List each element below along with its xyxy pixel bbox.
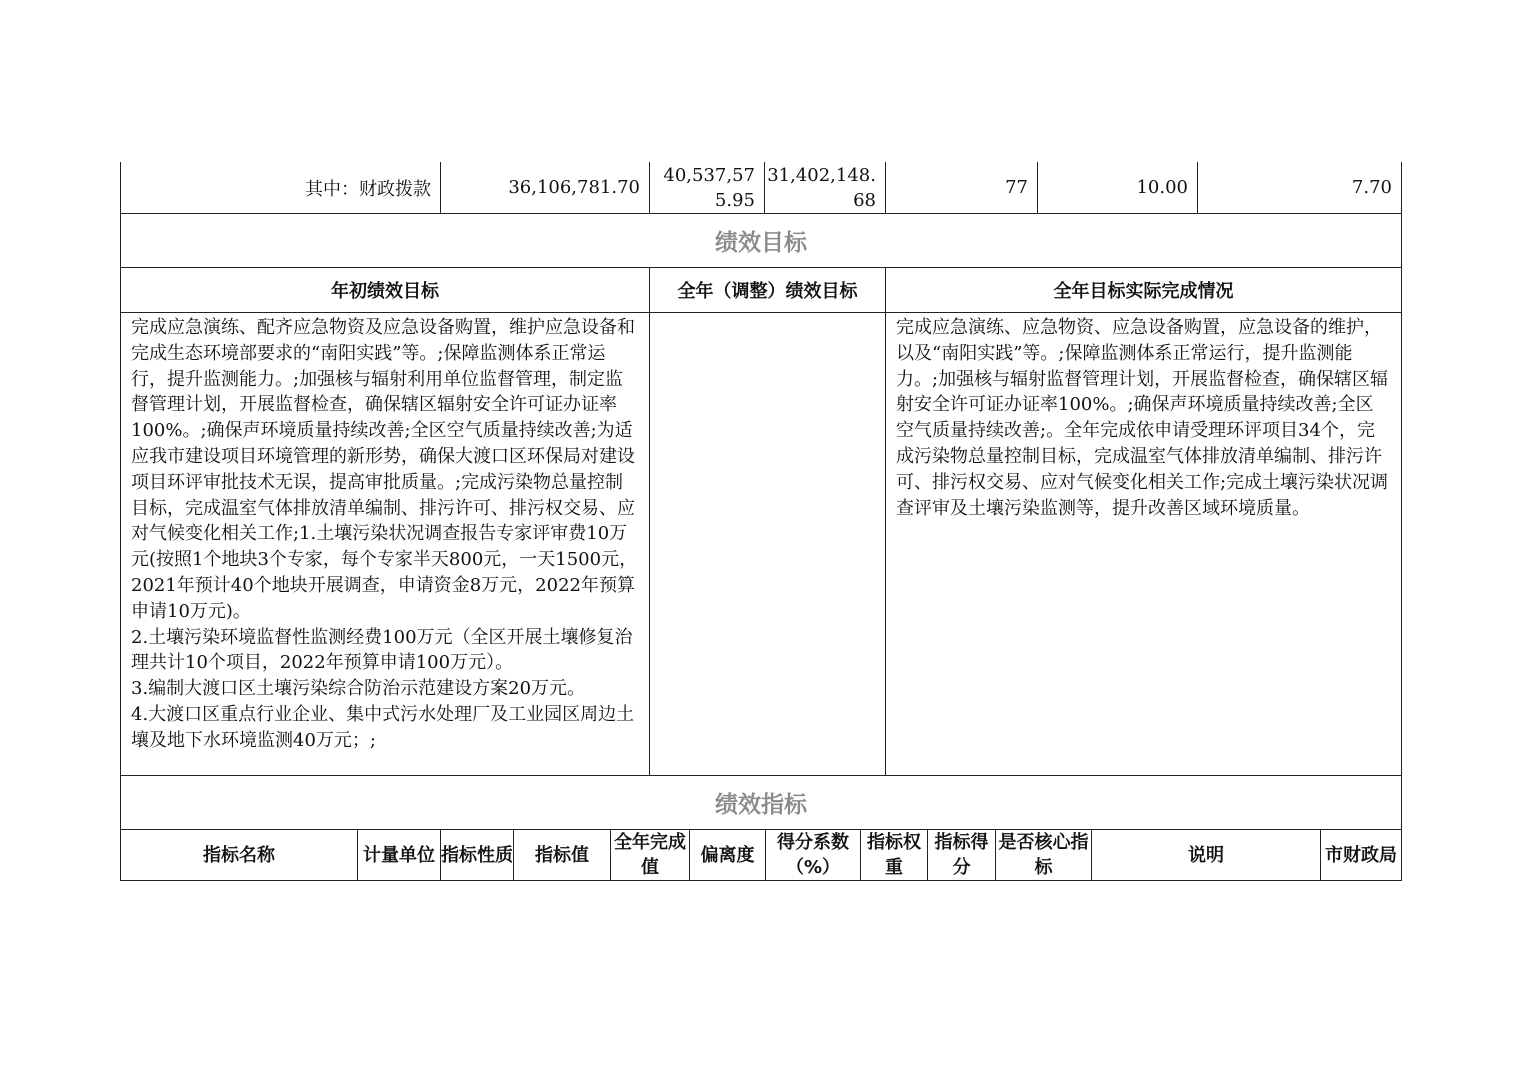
description-header: 说明 (1092, 830, 1321, 881)
completion-value-header: 全年完成值 (611, 830, 690, 881)
unit-header: 计量单位 (358, 830, 441, 881)
actual-completion-text: 完成应急演练、应急物资、应急设备购置，应急设备的维护，以及“南阳实践”等。;保障监测体系正常运行，提升监测能力。;加强核与辐射监督管理计划，开展监督检查，确保辖区辐射安全许可证办证率100%。;确保声环境质量持续改善;全区空气质量持续改善;。全年完成依申请受理环评项目34个，完成污染物总量控制目标，完成温室气体排放清单编制、排污许可、排污权交易、应对气候变化相关工作;完成土壤污染状况调查评审及土壤污染监测等，提升改善区域环境质量。 (896, 317, 1389, 519)
score-value: 7.70 (1198, 162, 1402, 214)
indicator-nature-header: 指标性质 (441, 830, 514, 881)
initial-goal-cell (121, 313, 650, 776)
adjusted-goal-text (650, 313, 885, 315)
initial-goal-header: 年初绩效目标 (121, 268, 650, 313)
annual-budget-value: 36,106,781.70 (441, 162, 650, 214)
core-indicator-header: 是否核心指标 (996, 830, 1092, 881)
execution-amount-value: 31,402,148.68 (765, 162, 886, 214)
performance-report-sheet (120, 162, 1401, 881)
finance-bureau-header: 市财政局 (1321, 830, 1402, 881)
actual-completion-cell (886, 313, 1402, 776)
indicator-name-header: 指标名称 (121, 830, 358, 881)
goals-table (120, 214, 1402, 776)
funding-row (121, 162, 1402, 214)
deviation-header: 偏离度 (690, 830, 766, 881)
full-year-budget-value: 40,537,575.95 (650, 162, 765, 214)
goals-section-title: 绩效目标 (121, 214, 1402, 268)
adjusted-goal-cell (650, 313, 886, 776)
funding-table (120, 162, 1402, 214)
adjusted-goal-header: 全年（调整）绩效目标 (650, 268, 886, 313)
score-coefficient-header: 得分系数（%） (766, 830, 861, 881)
indicator-score-header: 指标得分 (928, 830, 996, 881)
initial-goal-text: 完成应急演练、配齐应急物资及应急设备购置，维护应急设备和完成生态环境部要求的“南阳实践”等。;保障监测体系正常运行，提升监测能力。;加强核与辐射利用单位监督管理，制定监督管理计划，开展监督检查，确保辖区辐射安全许可证办证率100%。;确保声环境质量持续改善;全区空气质量持续改善;为适应我市建设项目环境管理的新形势，确保大渡口区环保局对建设项目环评审批技术无误，提高审批质量。;完成污染物总量控制目标，完成温室气体排放清单编制、排污许可、排污权交易、应对气候变化相关工作;1.土壤污染状况调查报告专家评审费10万元(按照1个地块3个专家，每个专家半天800元，一天1500元，2021年预计40个地块开展调查，申请资金8万元，2022年预算申请10万元)。 2.土壤污染环境监督性监测经费100万元（全区开展土壤修复治理共计10个项目，2022年预算申请100万元）。 3.编制大渡口区土壤污染综合防治示范建设方案20万元。 4.大渡口区重点行业企业、集中式污水处理厂及工业园区周边土壤及地下水环境监测40万元；; (131, 317, 638, 751)
execution-rate-value: 77 (886, 162, 1038, 214)
funding-label: 其中：财政拨款 (121, 162, 441, 214)
indicator-weight-header: 指标权重 (861, 830, 928, 881)
indicator-value-header: 指标值 (514, 830, 611, 881)
indicators-table (120, 776, 1402, 881)
indicators-section-title: 绩效指标 (121, 776, 1402, 830)
actual-completion-header: 全年目标实际完成情况 (886, 268, 1402, 313)
score-weight-value: 10.00 (1038, 162, 1198, 214)
